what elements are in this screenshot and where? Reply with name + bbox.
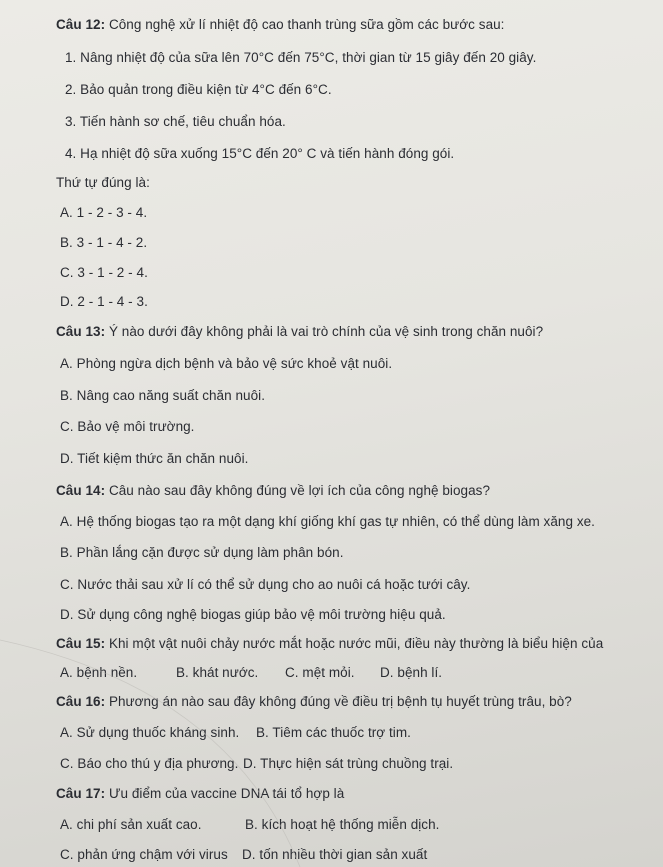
question-16 [56, 694, 572, 710]
question-14-option-d: D. Sử dụng công nghệ biogas giúp bảo vệ môi trường hiệu quả. [60, 607, 446, 622]
question-16-option-c: C. Báo cho thú y địa phương. [60, 756, 239, 771]
question-12-option-a: A. 1 - 2 - 3 - 4. [60, 205, 148, 220]
question-12-option-d: D. 2 - 1 - 4 - 3. [60, 294, 148, 309]
question-13-option-c: C. Bảo vệ môi trường. [60, 419, 195, 434]
question-17-number: Câu 17: [56, 786, 106, 801]
question-14-option-c: C. Nước thải sau xử lí có thể sử dụng cho ao nuôi cá hoặc tưới cây. [60, 577, 471, 592]
question-16-number: Câu 16: [56, 694, 106, 709]
question-15-text: Khi một vật nuôi chảy nước mắt hoặc nước mũi, điều này thường là biểu hiện của [108, 636, 604, 651]
question-13-number: Câu 13: [56, 324, 106, 339]
question-15-option-c: C. mệt mỏi. [285, 665, 355, 680]
question-12-text: Công nghệ xử lí nhiệt độ cao thanh trùng sữa gồm các bước sau: [108, 17, 505, 32]
question-12-step-2: 2. Bảo quản trong điều kiện từ 4°C đến 6°C. [65, 82, 332, 97]
question-17-option-b: B. kích hoạt hệ thống miễn dịch. [245, 817, 440, 832]
question-15-option-b: B. khát nước. [176, 665, 259, 680]
question-13-option-a: A. Phòng ngừa dịch bệnh và bảo vệ sức khoẻ vật nuôi. [60, 356, 393, 371]
question-17-text: Ưu điểm của vaccine DNA tái tổ hợp là [108, 786, 345, 801]
question-13 [56, 324, 543, 340]
question-12 [56, 17, 504, 33]
question-12-step-3: 3. Tiến hành sơ chế, tiêu chuẩn hóa. [65, 114, 286, 129]
question-17-option-a: A. chi phí sản xuất cao. [60, 817, 202, 832]
question-12-option-b: B. 3 - 1 - 4 - 2. [60, 235, 148, 250]
question-12-step-1: 1. Nâng nhiệt độ của sữa lên 70°C đến 75°C, thời gian từ 15 giây đến 20 giây. [65, 50, 537, 65]
question-15-option-d: D. bệnh lí. [380, 665, 443, 680]
question-16-option-b: B. Tiêm các thuốc trợ tim. [256, 725, 411, 740]
question-13-option-d: D. Tiết kiệm thức ăn chăn nuôi. [60, 451, 249, 466]
question-14-text: Câu nào sau đây không đúng về lợi ích của công nghệ biogas? [108, 483, 491, 498]
question-12-step-4: 4. Hạ nhiệt độ sữa xuống 15°C đến 20° C và tiến hành đóng gói. [65, 146, 455, 161]
question-14 [56, 483, 490, 499]
question-13-option-b: B. Nâng cao năng suất chăn nuôi. [60, 388, 265, 403]
question-15-option-a: A. bệnh nền. [60, 665, 138, 680]
question-14-option-b: B. Phần lắng cặn được sử dụng làm phân bón. [60, 545, 344, 560]
question-12-prompt: Thứ tự đúng là: [56, 175, 150, 190]
question-15-number: Câu 15: [56, 636, 106, 651]
question-14-number: Câu 14: [56, 483, 106, 498]
question-16-text: Phương án nào sau đây không đúng về điều trị bệnh tụ huyết trùng trâu, bò? [108, 694, 572, 709]
question-12-number: Câu 12: [56, 17, 106, 32]
question-15 [56, 636, 603, 652]
question-17-option-d: D. tốn nhiều thời gian sản xuất [242, 847, 428, 862]
question-17 [56, 786, 344, 802]
question-13-text: Ý nào dưới đây không phải là vai trò chính của vệ sinh trong chăn nuôi? [108, 324, 544, 339]
question-16-option-d: D. Thực hiện sát trùng chuồng trại. [243, 756, 454, 771]
question-16-option-a: A. Sử dụng thuốc kháng sinh. [60, 725, 240, 740]
question-17-option-c: C. phản ứng chậm với virus [60, 847, 228, 862]
question-12-option-c: C. 3 - 1 - 2 - 4. [60, 265, 148, 280]
question-14-option-a: A. Hệ thống biogas tạo ra một dạng khí giống khí gas tự nhiên, có thể dùng làm xăng xe. [60, 514, 595, 529]
